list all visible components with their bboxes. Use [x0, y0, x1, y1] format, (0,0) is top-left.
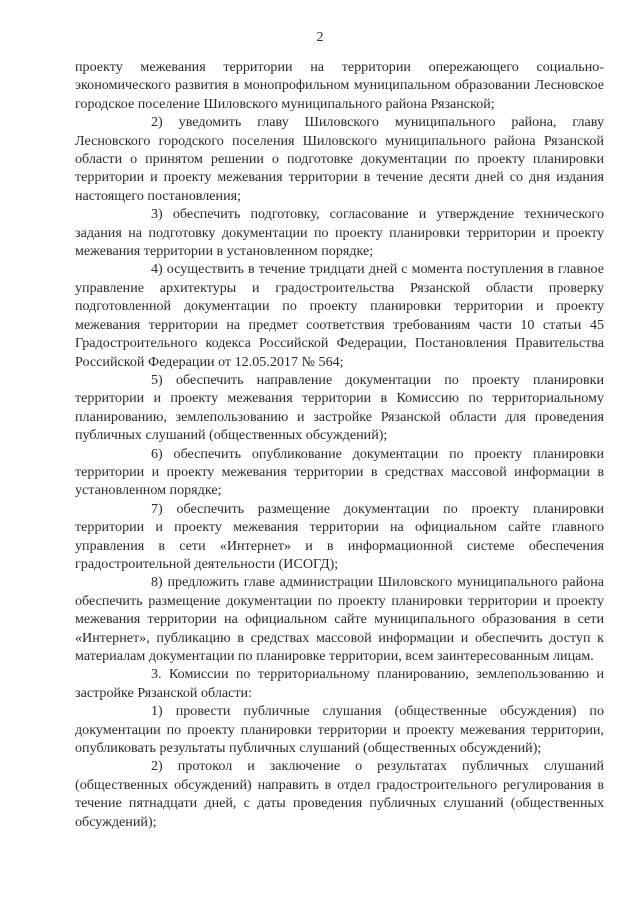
paragraph-text: осуществить в течение тридцати дней с момента поступления в главное управление архитектуры и градостроительства Рязанской области проверку подготовленной документации по проекту планировки территории и проекту межевания территории на предмет соответствия требованиям части 10 статьи 45 Градостроительного кодекса Российской Федерации, Постановления Правительства Российской Федерации от 12.05.2017 № 564; [75, 261, 604, 370]
paragraph-text: обеспечить размещение документации по проекту планировки территории и проекту межевания территории на официальном сайте главного управления в сети «Интернет» и в информационной системе обеспечения градостроительной деятельности (ИСОГД); [75, 500, 604, 572]
paragraph-text: предложить главе администрации Шиловского муниципального района обеспечить размещение документации по проекту планировки территории и проекту межевания территории на официальном сайте муниципального образования в сети «Интернет», публикацию в средствах массовой информации и обеспечить доступ к материалам документации по планировке территории, всем заинтересованным лицам. [75, 574, 604, 664]
paragraph-text: обеспечить подготовку, согласование и утверждение технического задания на подготовку документации по проекту планировки территории и проекту межевания территории в установленном порядке; [75, 206, 604, 260]
paragraph-text: протокол и заключение о результатах публичных слушаний (общественных обсуждений) направить в отдел градостроительного регулирования в течение пятнадцати дней, с даты проведения публичных слушаний (общественных обсуждений); [75, 758, 604, 830]
paragraph-text: обеспечить направление документации по проекту планировки территории и проекту межевания территории в Комиссию по территориальному планированию, землепользованию и застройке Рязанской области для проведения публичных слушаний (общественных обсуждений); [75, 371, 604, 444]
section-number: 3. [151, 666, 162, 683]
list-number: 3) [151, 206, 163, 223]
list-number: 4) [151, 261, 163, 278]
paragraph-continuation [75, 58, 604, 113]
list-number: 2) [151, 114, 163, 131]
list-item [75, 500, 604, 574]
paragraph-text: уведомить главу Шиловского муниципального района, главу Лесновского городского поселения Шиловского муниципального района Рязанской области о принятом решении о подготовке документации по проекту планировки территории и проекту межевания территории в течение десяти дней со дня издания настоящего постановления; [75, 114, 604, 204]
paragraph-text: проекту межевания территории на территории опережающего социально-экономического развития в монопрофильном муниципальном образовании Лесновское городское поселение Шиловского муниципального района Рязанской; [75, 59, 604, 112]
list-item [75, 757, 604, 831]
list-item [75, 113, 604, 205]
page-number: 2 [316, 30, 324, 45]
list-item [75, 371, 604, 445]
list-item [75, 573, 604, 665]
list-item [75, 445, 604, 500]
list-number: 1) [151, 703, 163, 720]
list-number: 5) [151, 371, 163, 388]
list-number: 6) [151, 445, 163, 462]
paragraph-text: провести публичные слушания (общественные обсуждения) по документации по проекту планировки территории и проекту межевания территории, опубликовать результаты публичных слушаний (общественных обсуждений); [75, 703, 604, 757]
list-item [75, 205, 604, 260]
paragraph-text: Комиссии по территориальному планированию, землепользованию и застройке Рязанской области: [75, 666, 604, 701]
section-item [75, 665, 604, 702]
list-number: 2) [151, 758, 163, 775]
paragraph-text: обеспечить опубликование документации по проекту планировки территории и проекту межевания территории в средствах массовой информации в установленном порядке; [75, 445, 604, 499]
list-item [75, 702, 604, 757]
list-number: 8) [151, 574, 163, 591]
list-item [75, 260, 604, 370]
list-number: 7) [151, 500, 163, 517]
